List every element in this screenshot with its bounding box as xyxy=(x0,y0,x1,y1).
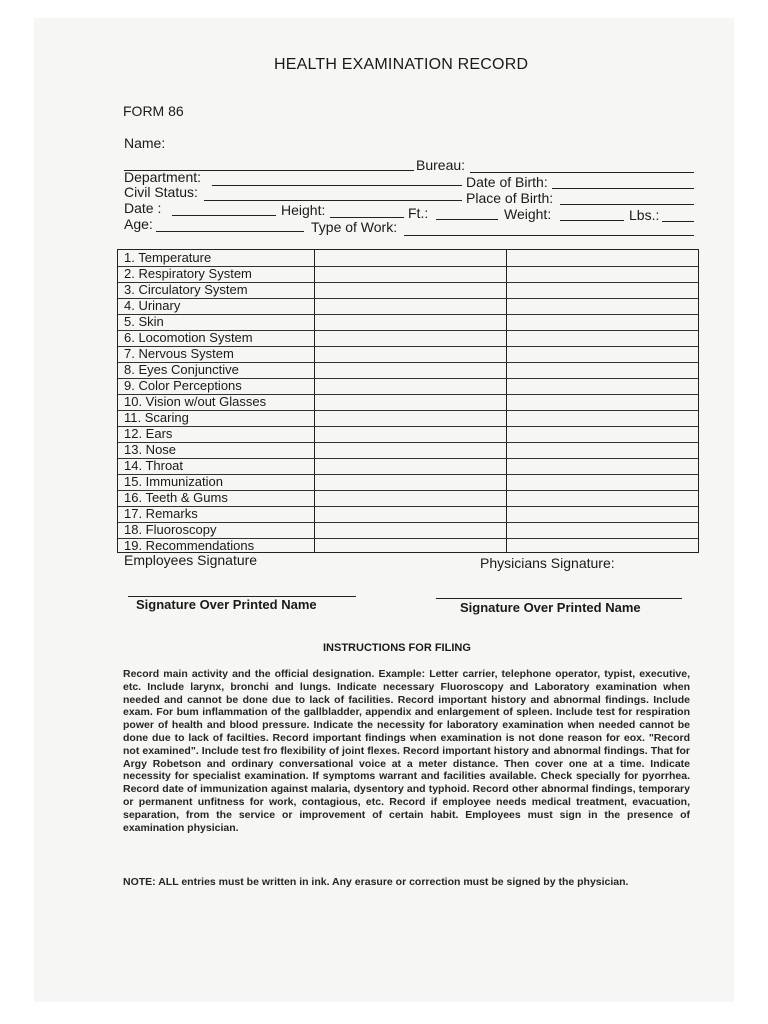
exam-item-label: 14. Throat xyxy=(124,458,184,473)
table-row xyxy=(118,282,698,299)
exam-remarks-cell[interactable] xyxy=(507,362,697,377)
height-line[interactable] xyxy=(330,217,404,218)
exam-item-label: 4. Urinary xyxy=(124,298,181,313)
exam-item-label: 2. Respiratory System xyxy=(124,266,252,281)
exam-result-cell[interactable] xyxy=(315,538,505,553)
exam-item-label: 1. Temperature xyxy=(124,250,212,265)
instructions-heading: INSTRUCTIONS FOR FILING xyxy=(323,642,471,654)
table-row xyxy=(118,330,698,347)
exam-result-cell[interactable] xyxy=(315,506,505,521)
table-row xyxy=(118,266,698,283)
weight-label: Weight: xyxy=(504,206,552,222)
exam-remarks-cell[interactable] xyxy=(507,378,697,393)
lbs-line[interactable] xyxy=(662,221,694,222)
place-of-birth-line[interactable] xyxy=(560,204,694,205)
table-row xyxy=(118,362,698,379)
exam-remarks-cell[interactable] xyxy=(507,330,697,345)
exam-item-label: 9. Color Perceptions xyxy=(124,378,242,393)
table-row xyxy=(118,298,698,315)
exam-remarks-cell[interactable] xyxy=(507,410,697,425)
department-line[interactable] xyxy=(212,185,462,186)
exam-remarks-cell[interactable] xyxy=(507,250,697,265)
table-row xyxy=(118,442,698,459)
exam-remarks-cell[interactable] xyxy=(507,346,697,361)
exam-remarks-cell[interactable] xyxy=(507,506,697,521)
exam-item-label: 5. Skin xyxy=(124,314,164,329)
exam-result-cell[interactable] xyxy=(315,266,505,281)
exam-item-label: 3. Circulatory System xyxy=(124,282,248,297)
type-of-work-label: Type of Work: xyxy=(311,219,398,235)
instructions-note: NOTE: ALL entries must be written in ink. Any erasure or correction must be signed by the physician. xyxy=(123,876,629,888)
exam-item-label: 13. Nose xyxy=(124,442,177,457)
civil-status-line[interactable] xyxy=(204,200,462,201)
exam-remarks-cell[interactable] xyxy=(507,458,697,473)
employee-printed-name-caption: Signature Over Printed Name xyxy=(136,597,317,612)
table-row xyxy=(118,346,698,363)
exam-result-cell[interactable] xyxy=(315,426,505,441)
ft-line[interactable] xyxy=(436,219,498,220)
exam-result-cell[interactable] xyxy=(315,378,505,393)
exam-result-cell[interactable] xyxy=(315,410,505,425)
exam-item-label: 19. Recommendations xyxy=(124,538,255,553)
employee-signature-label: Employees Signature xyxy=(124,552,258,568)
department-label: Department: xyxy=(124,169,202,185)
ft-label: Ft.: xyxy=(408,205,429,221)
physician-signature-line[interactable] xyxy=(436,598,682,599)
exam-remarks-cell[interactable] xyxy=(507,474,697,489)
exam-result-cell[interactable] xyxy=(315,490,505,505)
exam-remarks-cell[interactable] xyxy=(507,282,697,297)
exam-remarks-cell[interactable] xyxy=(507,426,697,441)
weight-line[interactable] xyxy=(560,220,624,221)
age-line[interactable] xyxy=(156,231,304,232)
lbs-label: Lbs.: xyxy=(629,207,660,223)
exam-item-label: 15. Immunization xyxy=(124,474,223,489)
exam-table xyxy=(117,249,699,553)
instructions-body: Record main activity and the official designation. Example: Letter carrier, telephone operator, typist, executive, etc. Include larynx, bronchi and lungs. Indicate necessary Fluoroscopy and Laboratory examination when needed and cannot be done due to lack of facilities. Record important history and abnormal findings. Include exam. For bum inflammation of the gallbladder, appendix and enlargement of spleen. Include test for respiration power of health and blood pressure. Indicate the necessity for laboratory examination when needed cannot be done due to lack of facilties. Record important findings when examination is not done reason for eox. "Record not examined". Include test fro flexibility of joint flexes. Record important history and abnormal findings. That for Argy Robetson and ordinary conversational voice at a meter distance. Then cover one at a time. Indicate necessity for specialist examination. If symptoms warrant and facilities available. Check specially for pyorrhea. Record date of immunization against malaria, dysentory and typhoid. Record other abnormal findings, temporary or permanent unfitness for work, contagious, etc. Record if employee needs medical treatment, evacuation, separation, from the service or improvement of certain habit. Employees must sign in the presence of examination physician. xyxy=(123,668,690,834)
age-label: Age: xyxy=(124,216,153,232)
exam-remarks-cell[interactable] xyxy=(507,266,697,281)
exam-result-cell[interactable] xyxy=(315,330,505,345)
physician-printed-name-caption: Signature Over Printed Name xyxy=(460,600,641,615)
exam-result-cell[interactable] xyxy=(315,250,505,265)
exam-item-label: 18. Fluoroscopy xyxy=(124,522,217,537)
civil-status-label: Civil Status: xyxy=(124,184,198,200)
exam-remarks-cell[interactable] xyxy=(507,442,697,457)
table-row xyxy=(118,378,698,395)
exam-remarks-cell[interactable] xyxy=(507,522,697,537)
height-label: Height: xyxy=(281,202,326,218)
form-number: FORM 86 xyxy=(123,103,184,119)
place-of-birth-label: Place of Birth: xyxy=(466,190,554,206)
table-row xyxy=(118,490,698,507)
exam-item-label: 8. Eyes Conjunctive xyxy=(124,362,239,377)
exam-result-cell[interactable] xyxy=(315,282,505,297)
exam-result-cell[interactable] xyxy=(315,362,505,377)
page-title: HEALTH EXAMINATION RECORD xyxy=(274,56,529,73)
exam-remarks-cell[interactable] xyxy=(507,394,697,409)
table-row xyxy=(118,410,698,427)
exam-item-label: 11. Scaring xyxy=(124,410,189,425)
exam-remarks-cell[interactable] xyxy=(507,490,697,505)
exam-item-label: 6. Locomotion System xyxy=(124,330,253,345)
date-of-birth-label: Date of Birth: xyxy=(466,174,548,190)
table-row xyxy=(118,314,698,331)
exam-result-cell[interactable] xyxy=(315,298,505,313)
exam-remarks-cell[interactable] xyxy=(507,314,697,329)
exam-item-label: 17. Remarks xyxy=(124,506,198,521)
exam-result-cell[interactable] xyxy=(315,474,505,489)
exam-result-cell[interactable] xyxy=(315,442,505,457)
table-row xyxy=(118,250,698,267)
exam-remarks-cell[interactable] xyxy=(507,538,697,553)
exam-result-cell[interactable] xyxy=(315,458,505,473)
exam-item-label: 12. Ears xyxy=(124,426,173,441)
type-of-work-line[interactable] xyxy=(404,235,694,236)
table-row xyxy=(118,474,698,491)
exam-result-cell[interactable] xyxy=(315,314,505,329)
date-label: Date : xyxy=(124,200,162,216)
exam-result-cell[interactable] xyxy=(315,346,505,361)
bureau-line[interactable] xyxy=(470,172,694,173)
physician-signature-label: Physicians Signature: xyxy=(480,555,615,571)
exam-item-label: 16. Teeth & Gums xyxy=(124,490,228,505)
exam-remarks-cell[interactable] xyxy=(507,298,697,313)
date-line[interactable] xyxy=(172,215,276,216)
exam-result-cell[interactable] xyxy=(315,522,505,537)
table-row xyxy=(118,426,698,443)
exam-item-label: 7. Nervous System xyxy=(124,346,234,361)
table-row xyxy=(118,522,698,539)
bureau-label: Bureau: xyxy=(416,157,466,173)
exam-result-cell[interactable] xyxy=(315,394,505,409)
table-row xyxy=(118,506,698,523)
table-row xyxy=(118,458,698,475)
name-label: Name: xyxy=(124,135,166,151)
exam-item-label: 10. Vision w/out Glasses xyxy=(124,394,267,409)
table-row xyxy=(118,394,698,411)
date-of-birth-line[interactable] xyxy=(552,188,694,189)
